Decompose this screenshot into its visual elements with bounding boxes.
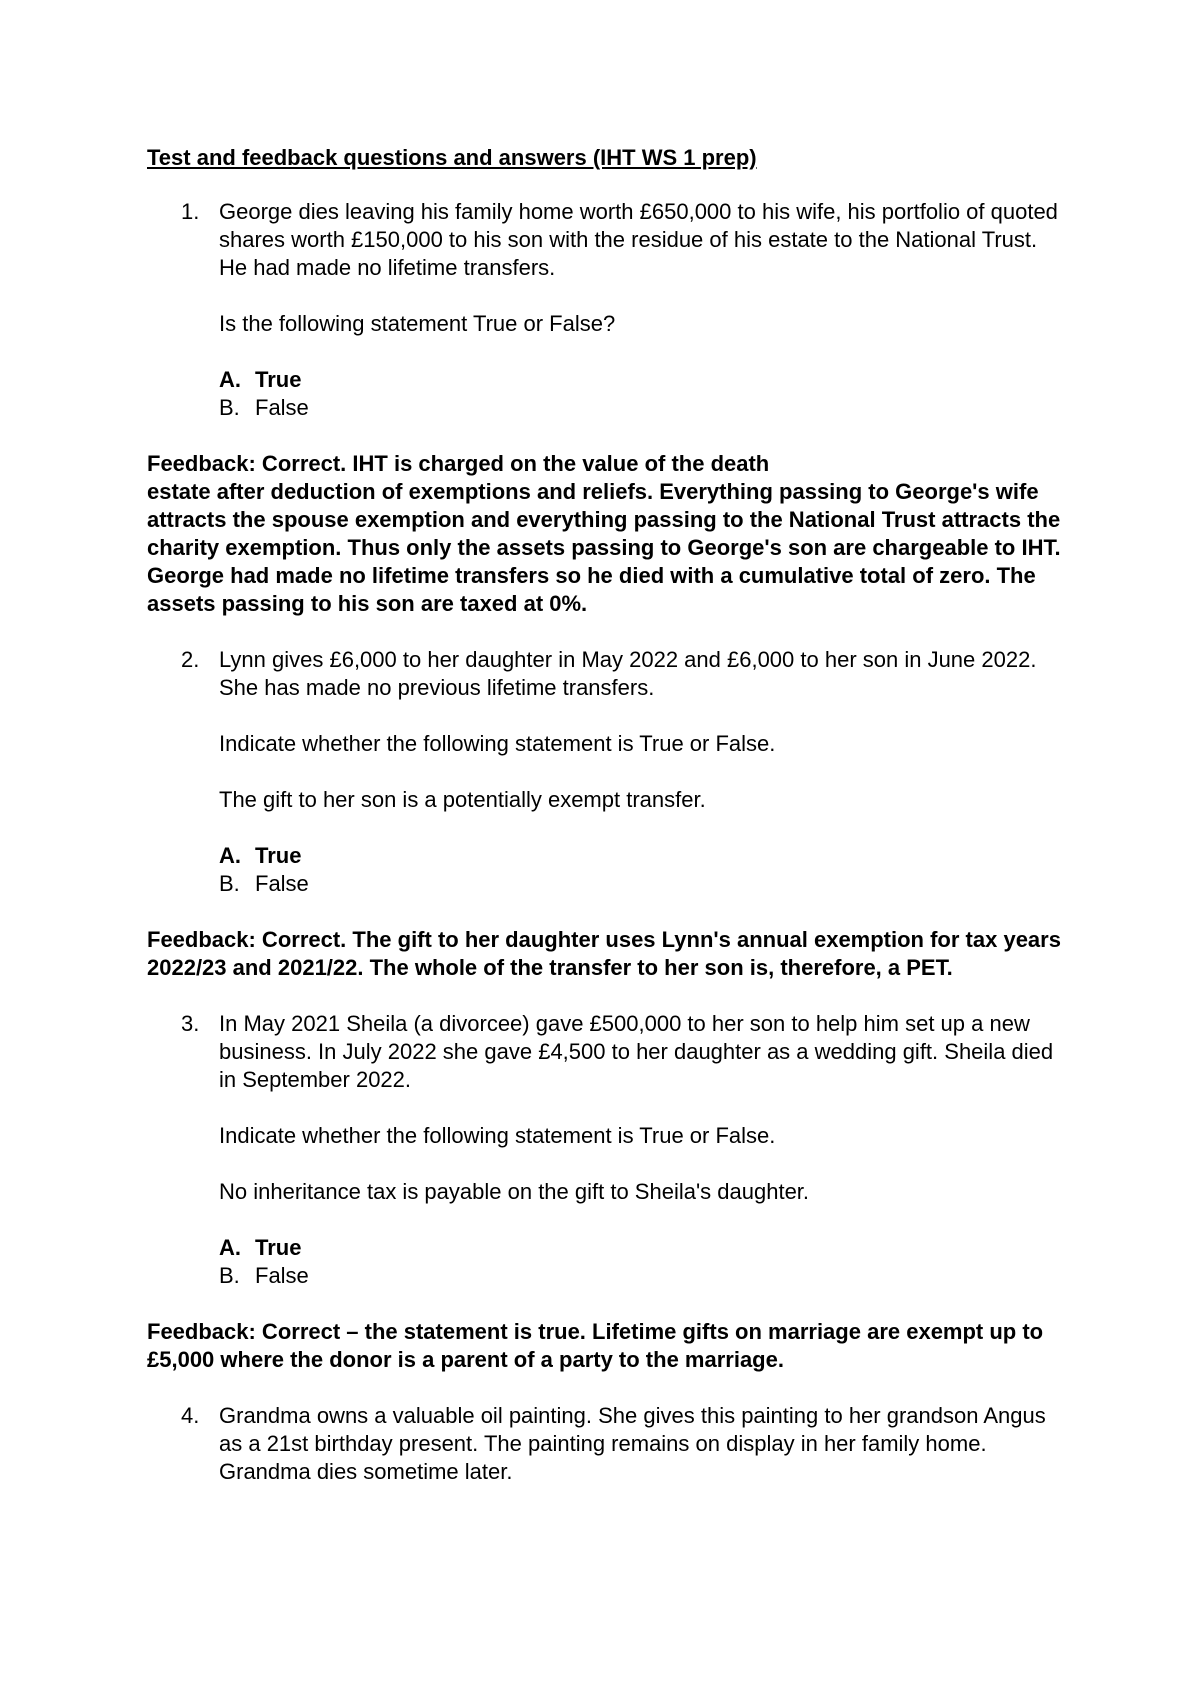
- question-stem: [147, 646, 1067, 702]
- answer-options: [147, 1234, 1067, 1290]
- question-stem: [147, 1402, 1067, 1486]
- feedback: Feedback: Correct. IHT is charged on the value of the death estate after deduction of exemptions and reliefs. Everything passing to George's wife attracts the spouse exemption and everything passing to the National Trust attracts the charity exemption. Thus only the assets passing to George's son are chargeable to IHT. George had made no lifetime transfers so he died with a cumulative total of zero. The assets passing to his son are taxed at 0%.: [147, 451, 1061, 616]
- question-3: [147, 1010, 1067, 1374]
- question-number: 3.: [181, 1011, 200, 1036]
- question-statement: No inheritance tax is payable on the gift to Sheila's daughter.: [219, 1179, 810, 1204]
- question-prompt: Indicate whether the following statement is True or False.: [219, 1123, 776, 1148]
- question-number: 4.: [181, 1403, 200, 1428]
- question-number: 1.: [181, 199, 200, 224]
- feedback: Feedback: Correct. The gift to her daughter uses Lynn's annual exemption for tax years 2022/23 and 2021/22. The whole of the transfer to her son is, therefore, a PET.: [147, 927, 1061, 980]
- option-a[interactable]: A. True: [219, 843, 302, 868]
- question-text: Lynn gives £6,000 to her daughter in May 2022 and £6,000 to her son in June 2022. She has made no previous lifetime transfers.: [219, 647, 1037, 700]
- question-prompt: Is the following statement True or False?: [219, 311, 616, 336]
- question-text: In May 2021 Sheila (a divorcee) gave £500,000 to her son to help him set up a new business. In July 2022 she gave £4,500 to her daughter as a wedding gift. Sheila died in September 2022.: [219, 1011, 1054, 1092]
- question-statement: The gift to her son is a potentially exempt transfer.: [219, 787, 706, 812]
- answer-options: [147, 842, 1067, 898]
- question-number: 2.: [181, 647, 200, 672]
- answer-options: [147, 366, 1067, 422]
- question-stem: [147, 1010, 1067, 1094]
- option-b[interactable]: B. False: [219, 1263, 309, 1288]
- option-a[interactable]: A. True: [219, 367, 302, 392]
- feedback: Feedback: Correct – the statement is true. Lifetime gifts on marriage are exempt up to £5,000 where the donor is a parent of a party to the marriage.: [147, 1319, 1044, 1372]
- question-prompt: Indicate whether the following statement is True or False.: [219, 731, 776, 756]
- question-1: [147, 198, 1067, 618]
- option-b[interactable]: B. False: [219, 871, 309, 896]
- question-text: Grandma owns a valuable oil painting. She gives this painting to her grandson Angus as a 21st birthday present. The painting remains on display in her family home. Grandma dies sometime later.: [219, 1403, 1046, 1484]
- option-b[interactable]: B. False: [219, 395, 309, 420]
- document-title: Test and feedback questions and answers (IHT WS 1 prep): [147, 145, 757, 170]
- question-4: [147, 1402, 1067, 1486]
- question-stem: [147, 198, 1067, 282]
- option-a[interactable]: A. True: [219, 1235, 302, 1260]
- question-text: George dies leaving his family home worth £650,000 to his wife, his portfolio of quoted shares worth £150,000 to his son with the residue of his estate to the National Trust. He had made no lifetime transfers.: [219, 199, 1058, 280]
- document-page: [147, 144, 1067, 1486]
- question-2: [147, 646, 1067, 982]
